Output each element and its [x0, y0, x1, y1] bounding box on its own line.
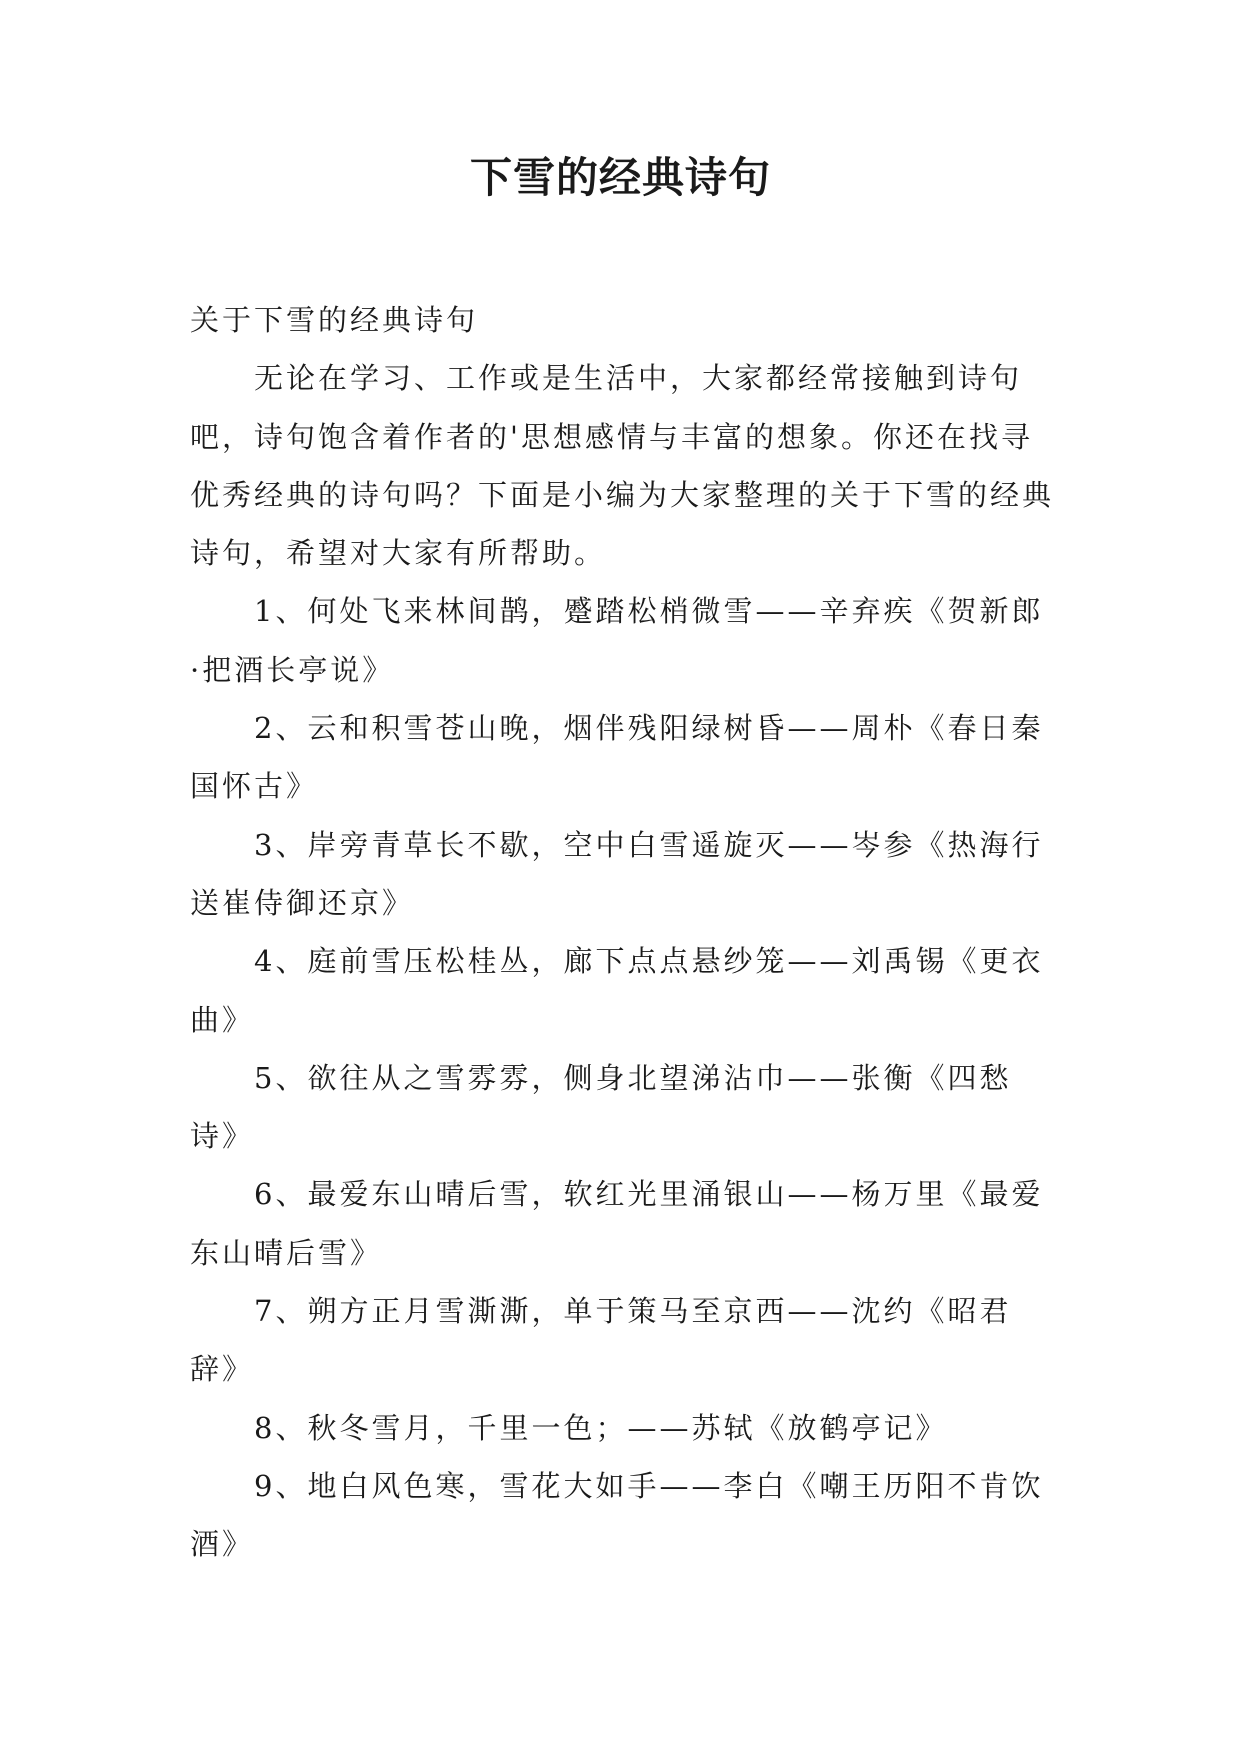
poem-item-8: 8、秋冬雪月，千里一色；——苏轼《放鹤亭记》 — [254, 1410, 948, 1445]
intro-paragraph: 无论在学习、工作或是生活中，大家都经常接触到诗句吧，诗句饱含着作者的'思想感情与丰富的想象。你还在找寻优秀经典的诗句吗？下面是小编为大家整理的关于下雪的经典诗句，希望对大家有所帮助。 — [190, 361, 1055, 571]
document-body — [190, 291, 1054, 1574]
poem-item-3: 3、岸旁青草长不歇，空中白雪遥旋灭——岑参《热海行送崔侍御还京》 — [190, 827, 1044, 920]
poem-item-1: 1、何处飞来林间鹊，蹙踏松梢微雪——辛弃疾《贺新郎·把酒长亭说》 — [190, 594, 1044, 687]
poem-item-6: 6、最爱东山晴后雪，软红光里涌银山——杨万里《最爱东山晴后雪》 — [190, 1177, 1044, 1270]
document-title: 下雪的经典诗句 — [469, 153, 771, 202]
poem-item-5: 5、欲往从之雪雰雰，侧身北望涕沾巾——张衡《四愁诗》 — [190, 1060, 1012, 1154]
poem-item-7: 7、朔方正月雪澌澌，单于策马至京西——沈约《昭君辞》 — [190, 1294, 1012, 1387]
section-subtitle: 关于下雪的经典诗句 — [190, 303, 479, 337]
poem-item-4: 4、庭前雪压松桂丛，廊下点点悬纱笼——刘禹锡《更衣曲》 — [190, 944, 1044, 1037]
poem-item-9: 9、地白风色寒，雪花大如手——李白《嘲王历阳不肯饮酒》 — [190, 1468, 1044, 1562]
poem-item-2: 2、云和积雪苍山晚，烟伴残阳绿树昏——周朴《春日秦国怀古》 — [190, 711, 1044, 804]
